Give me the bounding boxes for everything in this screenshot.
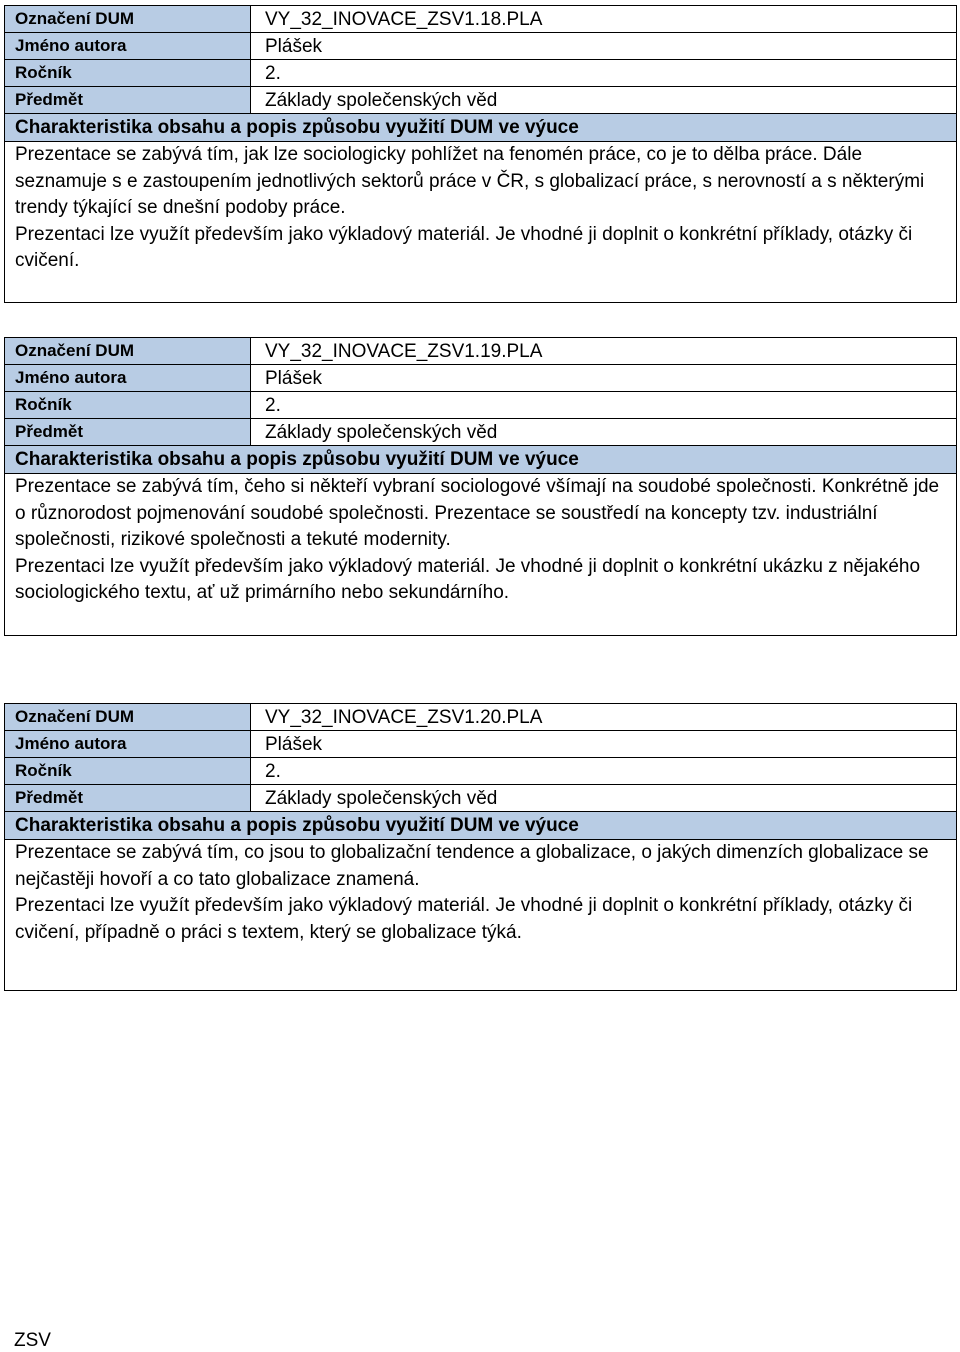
description-paragraph-1: Prezentace se zabývá tím, čeho si někteří vybraní sociologové všímají na soudobé společnosti. Konkrétně jde o různorodost pojmenování soudobé společnosti. Prezentace se soustředí na koncepty tzv. industriální společnosti, rizikové společnosti a tekuté modernity. [15, 476, 940, 550]
description [5, 474, 956, 607]
label-predmet: Předmět [5, 785, 251, 811]
value-year: 2. [251, 758, 956, 784]
row-oznaceni [5, 6, 956, 33]
row-autor [5, 731, 956, 758]
label-autor: Jméno autora [5, 731, 251, 757]
description [5, 142, 956, 275]
label-rocnik: Ročník [5, 392, 251, 418]
description [5, 840, 956, 946]
page-footer: ZSV [14, 1330, 51, 1351]
value-author: Plášek [251, 33, 956, 59]
description-paragraph-2: Prezentaci lze využít především jako výkladový materiál. Je vhodné ji doplnit o konkrétní příklady, otázky či cvičení, případně o práci s textem, který se globalizace týká. [15, 895, 913, 943]
value-author: Plášek [251, 731, 956, 757]
row-predmet [5, 419, 956, 446]
label-predmet: Předmět [5, 419, 251, 445]
label-autor: Jméno autora [5, 33, 251, 59]
dum-table-2 [4, 337, 957, 636]
description-paragraph-2: Prezentaci lze využít především jako výkladový materiál. Je vhodné ji doplnit o konkrétní příklady, otázky či cvičení. [15, 223, 913, 271]
value-subject: Základy společenských věd [251, 87, 956, 113]
row-oznaceni [5, 338, 956, 365]
row-rocnik [5, 392, 956, 419]
value-code: VY_32_INOVACE_ZSV1.18.PLA [251, 6, 956, 32]
charakteristika-header: Charakteristika obsahu a popis způsobu využití DUM ve výuce [5, 446, 956, 474]
description-paragraph-1: Prezentace se zabývá tím, jak lze sociologicky pohlížet na fenomén práce, co je to dělba práce. Dále seznamuje s e zastoupením jednotlivých sektorů práce v ČR, s globalizací práce, s nerovností a s některými trendy týkající se dnešní podoby práce. [15, 144, 925, 218]
row-predmet [5, 87, 956, 114]
value-year: 2. [251, 60, 956, 86]
value-author: Plášek [251, 365, 956, 391]
value-code: VY_32_INOVACE_ZSV1.19.PLA [251, 338, 956, 364]
row-autor [5, 365, 956, 392]
charakteristika-header: Charakteristika obsahu a popis způsobu využití DUM ve výuce [5, 812, 956, 840]
label-autor: Jméno autora [5, 365, 251, 391]
charakteristika-header: Charakteristika obsahu a popis způsobu využití DUM ve výuce [5, 114, 956, 142]
label-oznaceni: Označení DUM [5, 704, 251, 730]
label-rocnik: Ročník [5, 60, 251, 86]
label-oznaceni: Označení DUM [5, 6, 251, 32]
value-year: 2. [251, 392, 956, 418]
label-rocnik: Ročník [5, 758, 251, 784]
label-predmet: Předmět [5, 87, 251, 113]
row-rocnik [5, 60, 956, 87]
row-oznaceni [5, 704, 956, 731]
row-predmet [5, 785, 956, 812]
value-subject: Základy společenských věd [251, 419, 956, 445]
row-autor [5, 33, 956, 60]
dum-table-1 [4, 5, 957, 303]
description-paragraph-2: Prezentaci lze využít především jako výkladový materiál. Je vhodné ji doplnit o konkrétní ukázku z nějakého sociologického textu, ať už primárního nebo sekundárního. [15, 555, 921, 603]
value-code: VY_32_INOVACE_ZSV1.20.PLA [251, 704, 956, 730]
description-paragraph-1: Prezentace se zabývá tím, co jsou to globalizační tendence a globalizace, o jakých dimenzích globalizace se nejčastěji hovoří a co tato globalizace znamená. [15, 842, 929, 890]
value-subject: Základy společenských věd [251, 785, 956, 811]
dum-table-3 [4, 703, 957, 991]
row-rocnik [5, 758, 956, 785]
label-oznaceni: Označení DUM [5, 338, 251, 364]
